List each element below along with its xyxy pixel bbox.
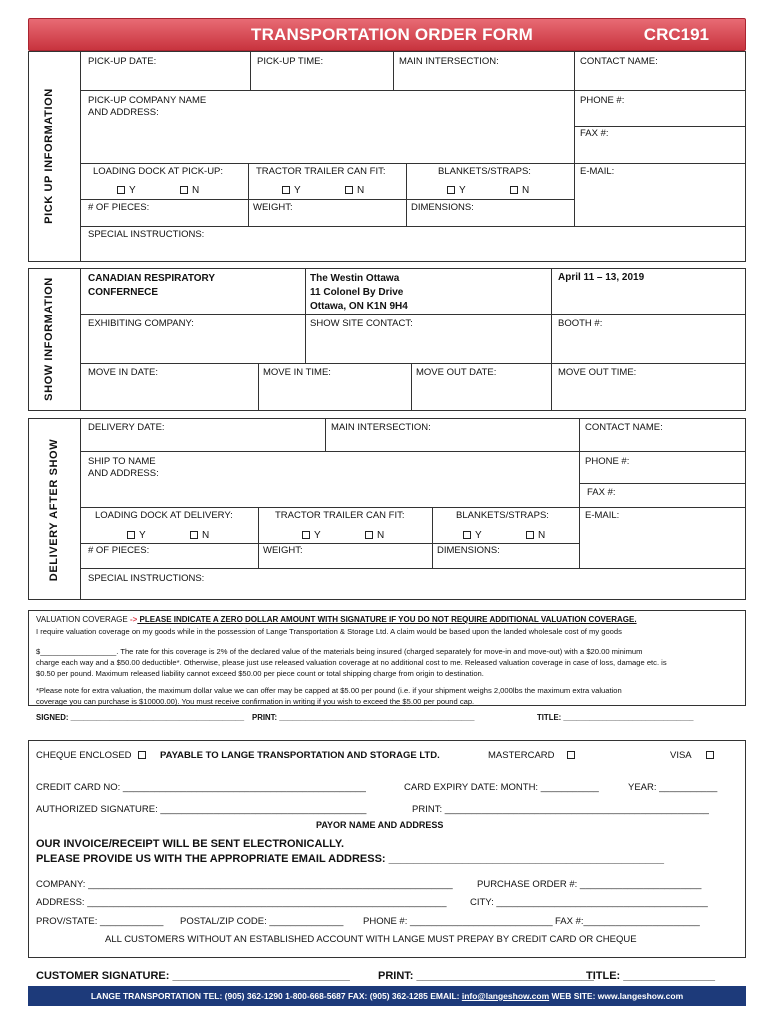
delivery-dimensions-label: DIMENSIONS: bbox=[437, 545, 500, 556]
show-venue: The Westin Ottawa 11 Colonel By Drive Ottawa, ON K1N 9H4 bbox=[310, 273, 408, 312]
pickup-email-label: E-MAIL: bbox=[580, 166, 615, 177]
pickup-fax-label: FAX #: bbox=[580, 128, 609, 139]
delivery-blankets-yes-checkbox[interactable]: Y bbox=[463, 530, 482, 541]
company-field[interactable]: COMPANY: _____________________________________________________________________ bbox=[36, 879, 453, 890]
delivery-dock-label: LOADING DOCK AT DELIVERY: bbox=[95, 510, 233, 521]
valuation-line-1: I require valuation coverage on my goods while in the possession of Lange Transportation & Storage Ltd. A claim would be based upon the landed wholesale cost of my goods bbox=[36, 627, 622, 636]
move-out-date-label: MOVE OUT DATE: bbox=[416, 367, 497, 378]
pickup-blankets-label: BLANKETS/STRAPS: bbox=[438, 166, 531, 177]
show-name: CANADIAN RESPIRATORY CONFERNECE bbox=[88, 273, 216, 298]
pickup-intersection-label: MAIN INTERSECTION: bbox=[399, 56, 499, 67]
postal-code-field[interactable]: POSTAL/ZIP CODE: ______________ bbox=[180, 916, 344, 927]
pickup-blankets-no-checkbox[interactable]: N bbox=[510, 185, 529, 196]
delivery-dock-yes-checkbox[interactable]: Y bbox=[127, 530, 146, 541]
pickup-blankets-yes-checkbox[interactable]: Y bbox=[447, 185, 466, 196]
pickup-dock-label: LOADING DOCK AT PICK-UP: bbox=[93, 166, 224, 177]
form-header bbox=[28, 18, 746, 51]
delivery-weight-label: WEIGHT: bbox=[263, 545, 303, 556]
authorized-signature-field[interactable]: AUTHORIZED SIGNATURE: _______________________________________ bbox=[36, 804, 367, 815]
invoice-notice-1: OUR INVOICE/RECEIPT WILL BE SENT ELECTRONICALLY. bbox=[36, 838, 345, 850]
valuation-heading: VALUATION COVERAGE -> PLEASE INDICATE A ZERO DOLLAR AMOUNT WITH SIGNATURE IF YOU DO NOT REQUIRE ADDITIONAL VALUATION COVERAGE. bbox=[36, 615, 637, 624]
pickup-section-label: PICK UP INFORMATION bbox=[43, 88, 55, 224]
card-expiry-year-field[interactable]: YEAR: ___________ bbox=[628, 782, 718, 793]
delivery-contact-label: CONTACT NAME: bbox=[585, 422, 663, 433]
exhibiting-company-label: EXHIBITING COMPANY: bbox=[88, 318, 194, 329]
form-code: CRC191 bbox=[643, 25, 709, 44]
pickup-phone-label: PHONE #: bbox=[580, 95, 625, 106]
footer-contact-bar: LANGE TRANSPORTATION TEL: (905) 362-1290 1-800-668-5687 FAX: (905) 362-1285 EMAIL: info@langeshow.com WEB SITE: www.langeshow.com bbox=[28, 986, 746, 1006]
credit-card-number-field[interactable]: CREDIT CARD NO: ______________________________________________ bbox=[36, 782, 366, 793]
payment-print-field[interactable]: PRINT: __________________________________________________ bbox=[412, 804, 709, 815]
booth-label: BOOTH #: bbox=[558, 318, 603, 329]
valuation-note-2: coverage you can purchase is $10000.00). You must receive confirmation in writing if you wish to exceed the $5.00 per pound cap. bbox=[36, 697, 475, 706]
delivery-phone-label: PHONE #: bbox=[585, 456, 630, 467]
valuation-line-4: $0.50 per pound. Maximum released liability cannot exceed $50.00 per piece count or total shipping charge from origin to destination. bbox=[36, 669, 484, 678]
payor-fax-field[interactable]: FAX #:______________________ bbox=[555, 916, 700, 927]
delivery-special-label: SPECIAL INSTRUCTIONS: bbox=[88, 573, 205, 584]
delivery-tractor-yes-checkbox[interactable]: Y bbox=[302, 530, 321, 541]
valuation-line-2: $__________________. The rate for this coverage is 2% of the declared value of the materials being insured (charged separately for move-in and move-out) with a $20.00 minimum bbox=[36, 647, 643, 656]
pickup-dock-no-checkbox[interactable]: N bbox=[180, 185, 199, 196]
delivery-blankets-no-checkbox[interactable]: N bbox=[526, 530, 545, 541]
delivery-date-label: DELIVERY DATE: bbox=[88, 422, 165, 433]
prov-state-field[interactable]: PROV/STATE: ____________ bbox=[36, 916, 164, 927]
pickup-pieces-label: # OF PIECES: bbox=[88, 202, 150, 213]
pickup-dock-yes-checkbox[interactable]: Y bbox=[117, 185, 136, 196]
purchase-order-field[interactable]: PURCHASE ORDER #: _______________________ bbox=[477, 879, 702, 890]
customer-print-field[interactable]: PRINT: _____________________________ bbox=[378, 970, 594, 982]
payable-to-label: PAYABLE TO LANGE TRANSPORTATION AND STORAGE LTD. bbox=[160, 750, 440, 761]
delivery-blankets-label: BLANKETS/STRAPS: bbox=[456, 510, 549, 521]
valuation-print-field[interactable]: PRINT: _____________________________________________ bbox=[252, 713, 475, 722]
pickup-tractor-yes-checkbox[interactable]: Y bbox=[282, 185, 301, 196]
payor-phone-field[interactable]: PHONE #: ___________________________ bbox=[363, 916, 553, 927]
payor-heading: PAYOR NAME AND ADDRESS bbox=[316, 820, 444, 830]
delivery-pieces-label: # OF PIECES: bbox=[88, 545, 150, 556]
move-out-time-label: MOVE OUT TIME: bbox=[558, 367, 637, 378]
move-in-time-label: MOVE IN TIME: bbox=[263, 367, 331, 378]
delivery-tractor-no-checkbox[interactable]: N bbox=[365, 530, 384, 541]
pickup-dimensions-label: DIMENSIONS: bbox=[411, 202, 474, 213]
valuation-title-field[interactable]: TITLE: ______________________________ bbox=[537, 713, 694, 722]
pickup-date-label: PICK-UP DATE: bbox=[88, 56, 157, 67]
delivery-dock-no-checkbox[interactable]: N bbox=[190, 530, 209, 541]
show-section-label: SHOW INFORMATION bbox=[43, 277, 55, 401]
valuation-note-1: *Please note for extra valuation, the maximum dollar value we can offer may be capped at $5.00 per pound (i.e. if your shipment weighs 2,000lbs the maximum extra valuation bbox=[36, 686, 622, 695]
delivery-section-label: DELIVERY AFTER SHOW bbox=[48, 438, 60, 582]
customer-title-field[interactable]: TITLE: _______________ bbox=[586, 970, 716, 982]
delivery-fax-label: FAX #: bbox=[587, 487, 616, 498]
pickup-company-label: PICK-UP COMPANY NAME AND ADDRESS: bbox=[88, 95, 207, 118]
pickup-contact-label: CONTACT NAME: bbox=[580, 56, 658, 67]
pickup-tractor-label: TRACTOR TRAILER CAN FIT: bbox=[256, 166, 386, 177]
form-title: TRANSPORTATION ORDER FORM bbox=[251, 25, 534, 44]
move-in-date-label: MOVE IN DATE: bbox=[88, 367, 159, 378]
show-dates: April 11 – 13, 2019 bbox=[558, 272, 645, 283]
pickup-time-label: PICK-UP TIME: bbox=[257, 56, 324, 67]
city-field[interactable]: CITY: ________________________________________ bbox=[470, 897, 708, 908]
delivery-intersection-label: MAIN INTERSECTION: bbox=[331, 422, 431, 433]
pickup-tractor-no-checkbox[interactable]: N bbox=[345, 185, 364, 196]
invoice-email-field[interactable]: PLEASE PROVIDE US WITH THE APPROPRIATE EMAIL ADDRESS: _____________________________________________ bbox=[36, 853, 664, 865]
show-site-contact-label: SHOW SITE CONTACT: bbox=[310, 318, 413, 329]
footer-email-link[interactable]: info@langeshow.com bbox=[461, 991, 550, 1001]
customer-signature-field[interactable]: CUSTOMER SIGNATURE: _____________________________ bbox=[36, 970, 350, 982]
mastercard-checkbox[interactable]: MASTERCARD bbox=[488, 750, 579, 761]
address-field[interactable]: ADDRESS: ____________________________________________________________________ bbox=[36, 897, 447, 908]
pickup-weight-label: WEIGHT: bbox=[253, 202, 293, 213]
pickup-special-label: SPECIAL INSTRUCTIONS: bbox=[88, 229, 205, 240]
visa-checkbox[interactable]: VISA bbox=[670, 750, 718, 761]
cheque-enclosed-checkbox[interactable]: CHEQUE ENCLOSED bbox=[36, 750, 150, 761]
card-expiry-month-field[interactable]: CARD EXPIRY DATE: MONTH: ___________ bbox=[404, 782, 599, 793]
delivery-tractor-label: TRACTOR TRAILER CAN FIT: bbox=[275, 510, 405, 521]
valuation-signed-field[interactable]: SIGNED: ________________________________________ bbox=[36, 713, 245, 722]
delivery-email-label: E-MAIL: bbox=[585, 510, 620, 521]
ship-to-label: SHIP TO NAME AND ADDRESS: bbox=[88, 456, 159, 479]
prepay-notice: ALL CUSTOMERS WITHOUT AN ESTABLISHED ACCOUNT WITH LANGE MUST PREPAY BY CREDIT CARD OR CHEQUE bbox=[105, 934, 637, 945]
valuation-line-3: charge each way and a $50.00 deductible*. Otherwise, please just use released valuation coverage at no additional cost to me. Released valuation coverage in case of loss, damage etc. is bbox=[36, 658, 667, 667]
